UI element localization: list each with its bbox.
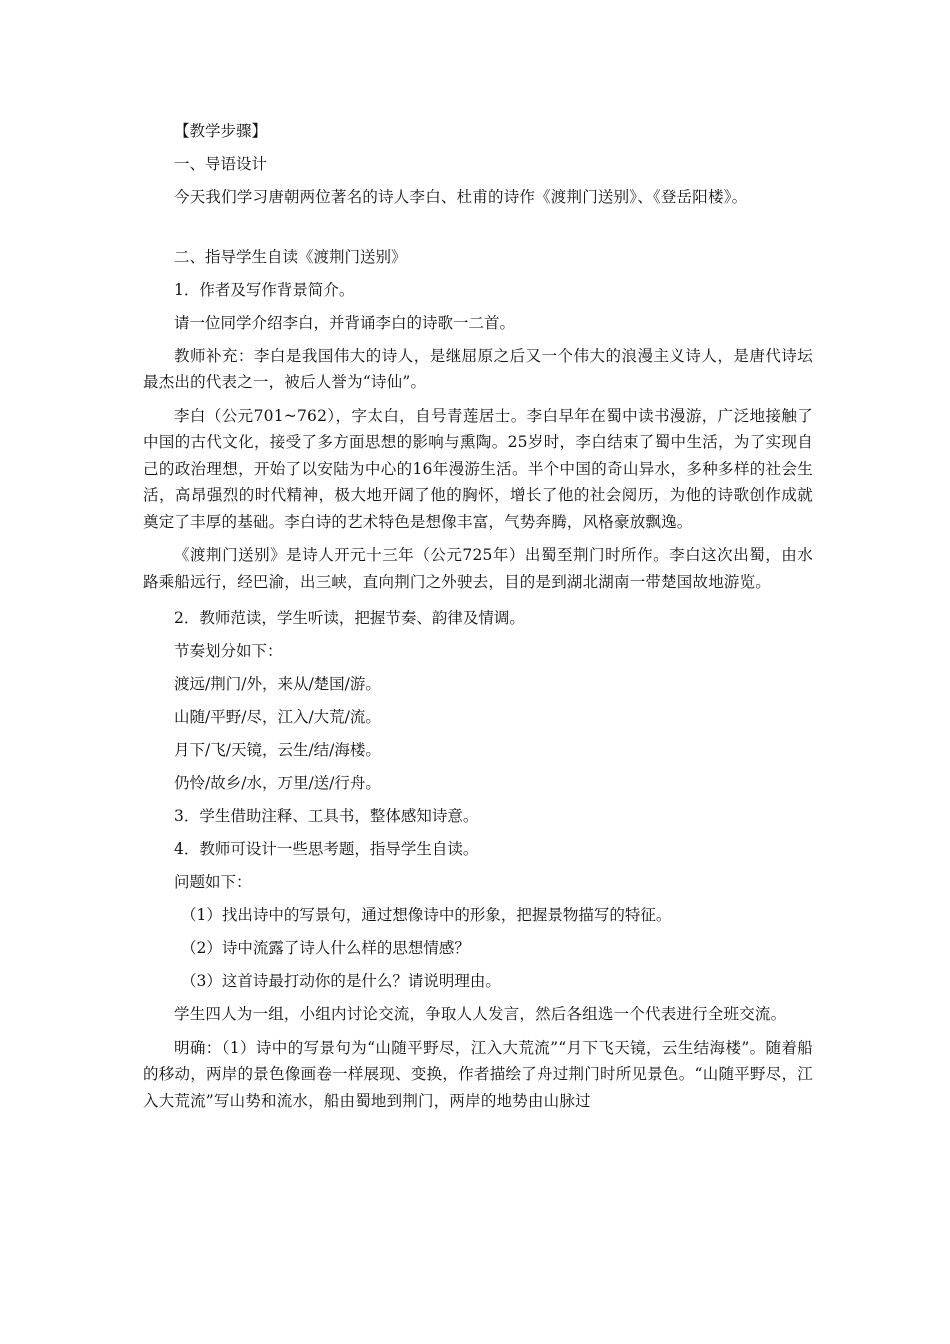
rhythm-line: 渡远/荆门/外，来从/楚国/游。: [174, 675, 381, 693]
request-text: 请一位同学介绍李白，并背诵李白的诗歌一二首。: [174, 313, 516, 332]
teacher-note-paragraph: 教师补充：李白是我国伟大的诗人，是继屈原之后又一个伟大的浪漫主义诗人，是唐代诗坛最杰出的代表之一，被后人誉为“诗仙”。: [143, 346, 813, 391]
answer-paragraph: 明确：（1）诗中的写景句为“山随平野尽，江入大荒流”“月下飞天镜，云生结海楼”。随着船的移动，两岸的景色像画卷一样展现、变换，作者描绘了舟过荆门时所见景色。“山随平野尽，江入大荒流”写山势和流水，船由蜀地到荆门，两岸的地势由山脉过: [143, 1038, 813, 1110]
steps-heading: 【教学步骤】: [174, 122, 268, 140]
question-item: （1）找出诗中的写景句，通过想像诗中的形象，把握景物描写的特征。: [181, 906, 672, 924]
lesson-content: [143, 118, 813, 1114]
questions-intro: 问题如下：: [174, 873, 252, 891]
rhythm-line: 山随/平野/尽，江入/大荒/流。: [174, 708, 381, 726]
section2-heading: 二、指导学生自读《渡荆门送别》: [174, 247, 407, 266]
section1-text: 今天我们学习唐朝两位著名的诗人李白、杜甫的诗作《渡荆门送别》、《登岳阳楼》。: [174, 188, 748, 206]
rhythm-intro: 节奏划分如下：: [174, 642, 283, 660]
question-item: （2）诗中流露了诗人什么样的思想情感？: [181, 939, 470, 957]
section1-heading: 一、导语设计: [174, 155, 268, 173]
poem-background-paragraph: 《渡荆门送别》是诗人开元十三年（公元725年）出蜀至荆门时所作。李白这次出蜀，由水路乘船远行，经巴渝，出三峡，直向荆门之外驶去，目的是到湖北湖南一带楚国故地游览。: [143, 546, 813, 591]
item1-text: 1．作者及写作背景简介。: [174, 280, 355, 299]
item4-text: 4．教师可设计一些思考题，指导学生自读。: [174, 840, 479, 858]
group-activity-paragraph: 学生四人为一组，小组内讨论交流，争取人人发言，然后各组选一个代表进行全班交流。: [174, 1005, 787, 1023]
question-item: （3）这首诗最打动你的是什么？请说明理由。: [181, 972, 501, 990]
rhythm-line: 仍怜/故乡/水，万里/送/行舟。: [174, 774, 381, 792]
rhythm-line: 月下/飞/天镜，云生/结/海楼。: [174, 741, 381, 759]
item3-text: 3．学生借助注释、工具书，整体感知诗意。: [174, 807, 479, 825]
libai-bio-paragraph: 李白（公元701~762），字太白，自号青莲居士。李白早年在蜀中读书漫游，广泛地接触了中国的古代文化，接受了多方面思想的影响与熏陶。25岁时，李白结束了蜀中生活，为了实现自己的政治理想，开始了以安陆为中心的16年漫游生活。半个中国的奇山异水，多种多样的社会生活，高昂强烈的时代精神，极大地开阔了他的胸怀，增长了他的社会阅历，为他的诗歌创作成就奠定了丰厚的基础。李白诗的艺术特色是想像丰富，气势奔腾，风格豪放飘逸。: [143, 406, 813, 531]
item2-text: 2．教师范读，学生听读，把握节奏、韵律及情调。: [174, 609, 525, 627]
